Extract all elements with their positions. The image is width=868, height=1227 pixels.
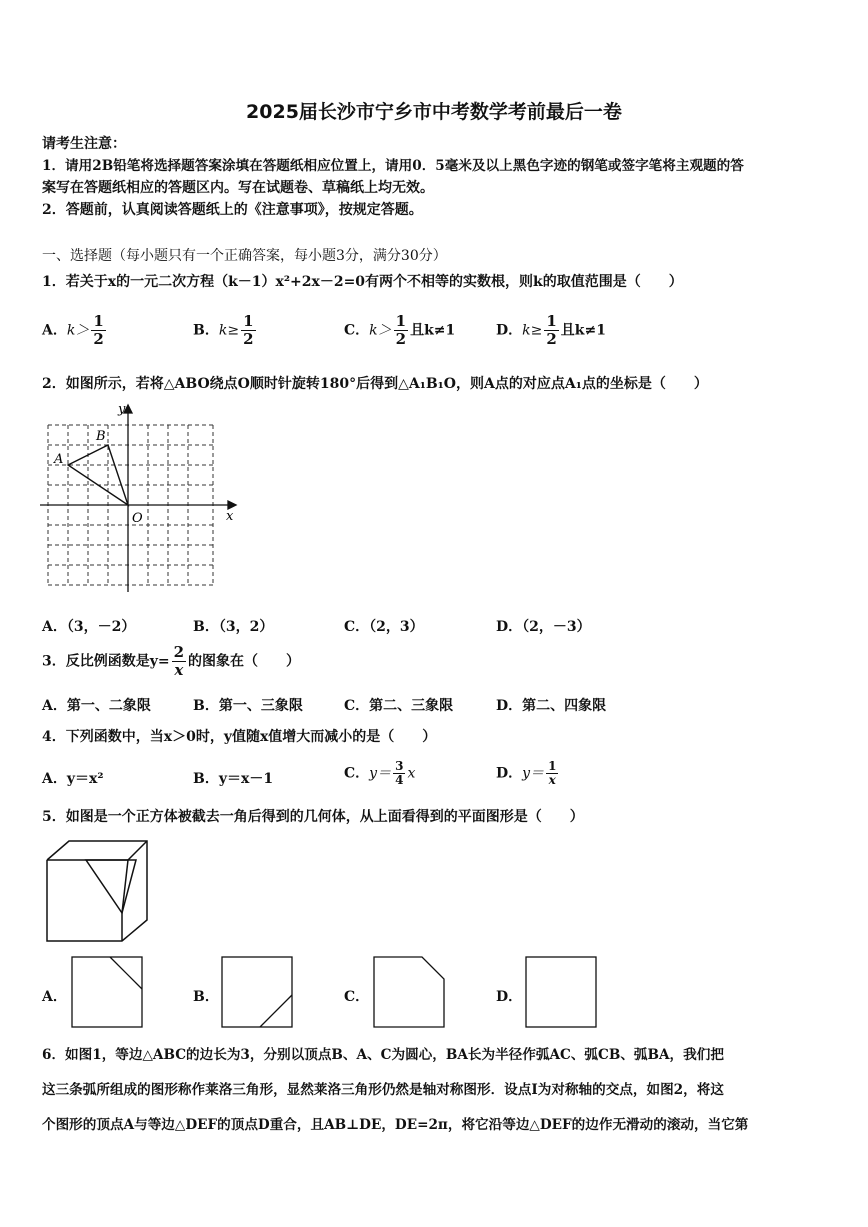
section-heading: 一、选择题（每小题只有一个正确答案，每小题3分，满分30分）	[42, 248, 447, 264]
option-label: D．	[496, 765, 523, 782]
stem-text: 的图象在（ ）	[188, 653, 301, 670]
q4-option-c[interactable]	[344, 760, 415, 787]
cut-face	[86, 860, 136, 913]
numerator: 1	[243, 312, 254, 330]
q1-option-a[interactable]	[42, 313, 108, 348]
option-label: B．	[193, 322, 219, 339]
denominator: 2	[395, 330, 407, 348]
x-axis-arrow-icon	[228, 501, 236, 509]
point-label-b: B	[96, 429, 106, 444]
option-math: y＝	[522, 765, 545, 782]
numerator: 2	[173, 643, 185, 661]
q5-option-a[interactable]: A．	[42, 989, 67, 1005]
origin-label: O	[132, 511, 143, 526]
triangle-abo	[68, 445, 128, 505]
q5-option-a-figure[interactable]	[70, 955, 146, 1031]
fraction	[546, 760, 558, 787]
question-3-stem	[42, 644, 300, 679]
numerator: 3	[395, 759, 404, 773]
q3-option-b[interactable]: B．第一、三象限	[193, 698, 303, 714]
q3-option-d[interactable]: D．第二、四象限	[496, 698, 607, 714]
notice-line-1b: 案写在答题纸相应的答题区内。写在试题卷、草稿纸上均无效。	[42, 180, 434, 196]
option-math: k＞	[66, 322, 90, 339]
numerator: 1	[395, 312, 407, 330]
q1-option-b[interactable]	[193, 313, 258, 348]
fraction	[394, 313, 408, 348]
numerator: 1	[548, 759, 557, 773]
fraction	[172, 644, 186, 679]
coordinate-grid-figure	[38, 400, 243, 596]
q2-option-b[interactable]: B．（3，2）	[193, 619, 274, 635]
q3-option-a[interactable]: A．第一、二象限	[42, 698, 151, 714]
q4-option-d[interactable]	[496, 760, 560, 787]
option-tail: 且k≠1	[410, 322, 456, 339]
fraction	[91, 313, 105, 348]
question-6-line-1: 6．如图1，等边△ABC的边长为3，分别以顶点B、A、C为圆心，BA长为半径作弧AC、弧CB、弧BA，我们把	[42, 1047, 724, 1063]
point-label-a: A	[54, 452, 64, 467]
q2-option-d[interactable]: D．（2，－3）	[496, 619, 591, 635]
cut-edge	[122, 860, 128, 913]
option-label: C．	[344, 765, 370, 782]
notice-line-1a: 1．请用2B铅笔将选择题答案涂填在答题纸相应位置上，请用0．5毫米及以上黑色字迹的钢笔或签字笔将主观题的答	[42, 158, 744, 174]
denominator: 2	[243, 330, 254, 348]
denominator: x	[172, 661, 186, 679]
option-math: y＝	[369, 765, 392, 782]
option-math: k≥	[522, 322, 543, 339]
question-4-stem: 4．下列函数中，当x＞0时，y值随x值增大而减小的是（ ）	[42, 729, 437, 745]
fraction	[393, 760, 405, 787]
page-title: 2025届长沙市宁乡市中考数学考前最后一卷	[246, 101, 622, 123]
fraction	[544, 313, 558, 348]
denominator: 2	[546, 330, 557, 348]
q2-option-c[interactable]: C．（2，3）	[344, 619, 424, 635]
notice-line-2: 2．答题前，认真阅读答题纸上的《注意事项》，按规定答题。	[42, 202, 423, 218]
q5-option-c[interactable]: C．	[344, 989, 370, 1005]
denominator: 4	[395, 773, 404, 787]
truncated-cube-figure	[44, 838, 154, 946]
q5-option-b[interactable]: B．	[193, 989, 219, 1005]
diagonal-line	[260, 995, 292, 1027]
y-axis-label: y	[118, 402, 126, 417]
numerator: 1	[546, 312, 557, 330]
q5-option-d[interactable]: D．	[496, 989, 523, 1005]
diagonal-line	[110, 957, 142, 989]
square-outline	[72, 957, 142, 1027]
notice-heading: 请考生注意：	[42, 136, 126, 152]
q5-option-b-figure[interactable]	[220, 955, 296, 1031]
x-axis-label: x	[226, 509, 234, 524]
denominator: 2	[93, 330, 104, 348]
option-tail: 且k≠1	[560, 322, 606, 339]
option-label: A．	[42, 322, 67, 339]
numerator: 1	[93, 312, 104, 330]
option-math: x	[407, 765, 416, 782]
q5-option-c-figure[interactable]	[372, 955, 448, 1031]
question-6-line-3: 个图形的顶点A与等边△DEF的顶点D重合，且AB⊥DE，DE=2π，将它沿等边△DEF的边作无滑动的滚动，当它第	[42, 1117, 749, 1133]
q4-option-b[interactable]: B．y＝x－1	[193, 771, 274, 787]
q1-option-c[interactable]	[344, 313, 455, 348]
question-6-line-2: 这三条弧所组成的图形称作莱洛三角形，显然莱洛三角形仍然是轴对称图形．设点I为对称轴的交点，如图2，将这	[42, 1082, 724, 1098]
fraction	[241, 313, 255, 348]
q2-option-a[interactable]: A．（3，－2）	[42, 619, 136, 635]
square-outline	[526, 957, 596, 1027]
q3-option-c[interactable]: C．第二、三象限	[344, 698, 454, 714]
cut-square-outline	[374, 957, 444, 1027]
q1-option-d[interactable]	[496, 313, 606, 348]
question-1-stem: 1．若关于x的一元二次方程（k－1）x²+2x－2=0有两个不相等的实数根，则k的取值范围是（ ）	[42, 274, 683, 290]
question-5-stem: 5．如图是一个正方体被截去一角后得到的几何体，从上面看得到的平面图形是（ ）	[42, 809, 584, 825]
denominator: x	[546, 773, 558, 787]
stem-text: 3．反比例函数是y=	[42, 653, 170, 670]
option-math: k＞	[369, 322, 392, 339]
cube-top-edge	[128, 841, 147, 860]
option-label: C．	[344, 322, 370, 339]
question-2-stem: 2．如图所示，若将△ABO绕点O顺时针旋转180°后得到△A₁B₁O，则A点的对应点A₁点的坐标是（ ）	[42, 376, 708, 392]
q5-option-d-figure[interactable]	[524, 955, 600, 1031]
square-outline	[222, 957, 292, 1027]
option-math: k≥	[218, 322, 240, 339]
q4-option-a[interactable]: A．y＝x²	[42, 771, 104, 787]
option-label: D．	[496, 322, 523, 339]
